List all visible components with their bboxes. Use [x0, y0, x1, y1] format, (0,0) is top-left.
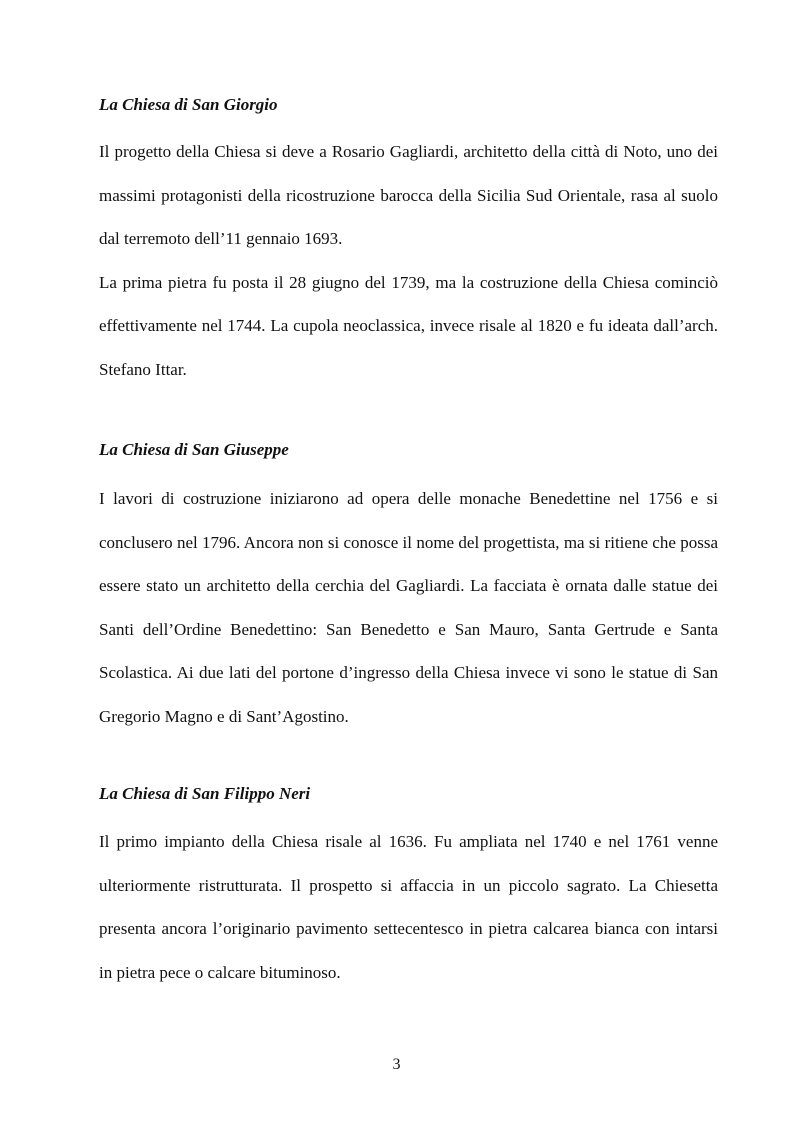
section-paragraph: Il progetto della Chiesa si deve a Rosario Gagliardi, architetto della città di Noto, uno dei massimi protagonisti della ricostruzione barocca della Sicilia Sud Orientale, rasa al suolo dal terremoto dell’11 gennaio 1693. [99, 142, 718, 248]
section-heading: La Chiesa di San Filippo Neri [99, 784, 311, 803]
section-paragraph: I lavori di costruzione iniziarono ad opera delle monache Benedettine nel 1756 e si conclusero nel 1796. Ancora non si conosce il nome del progettista, ma si ritiene che possa essere stato un architetto della cerchia del Gagliardi. La facciata è ornata dalle statue dei Santi dell’Ordine Benedettino: San Benedetto e San Mauro, Santa Gertrude e Santa Scolastica. Ai due lati del portone d’ingresso della Chiesa invece vi sono le statue di San Gregorio Magno e di Sant’Agostino. [99, 489, 718, 726]
section-san-giuseppe [99, 439, 718, 738]
section-heading: La Chiesa di San Giuseppe [99, 440, 289, 459]
section-san-filippo-neri [99, 783, 718, 994]
page-number: 3 [392, 1056, 401, 1073]
section-san-giorgio [99, 94, 718, 391]
section-heading: La Chiesa di San Giorgio [99, 95, 278, 114]
section-paragraph: La prima pietra fu posta il 28 giugno del 1739, ma la costruzione della Chiesa cominciò effettivamente nel 1744. La cupola neoclassica, invece risale al 1820 e fu ideata dall’arch. Stefano Ittar. [99, 272, 718, 379]
section-paragraph: Il primo impianto della Chiesa risale al 1636. Fu ampliata nel 1740 e nel 1761 venne ulteriormente ristrutturata. Il prospetto si affaccia in un piccolo sagrato. La Chiesetta presenta ancora l’originario pavimento settecentesco in pietra calcarea bianca con intarsi in pietra pece o calcare bituminoso. [99, 832, 718, 982]
